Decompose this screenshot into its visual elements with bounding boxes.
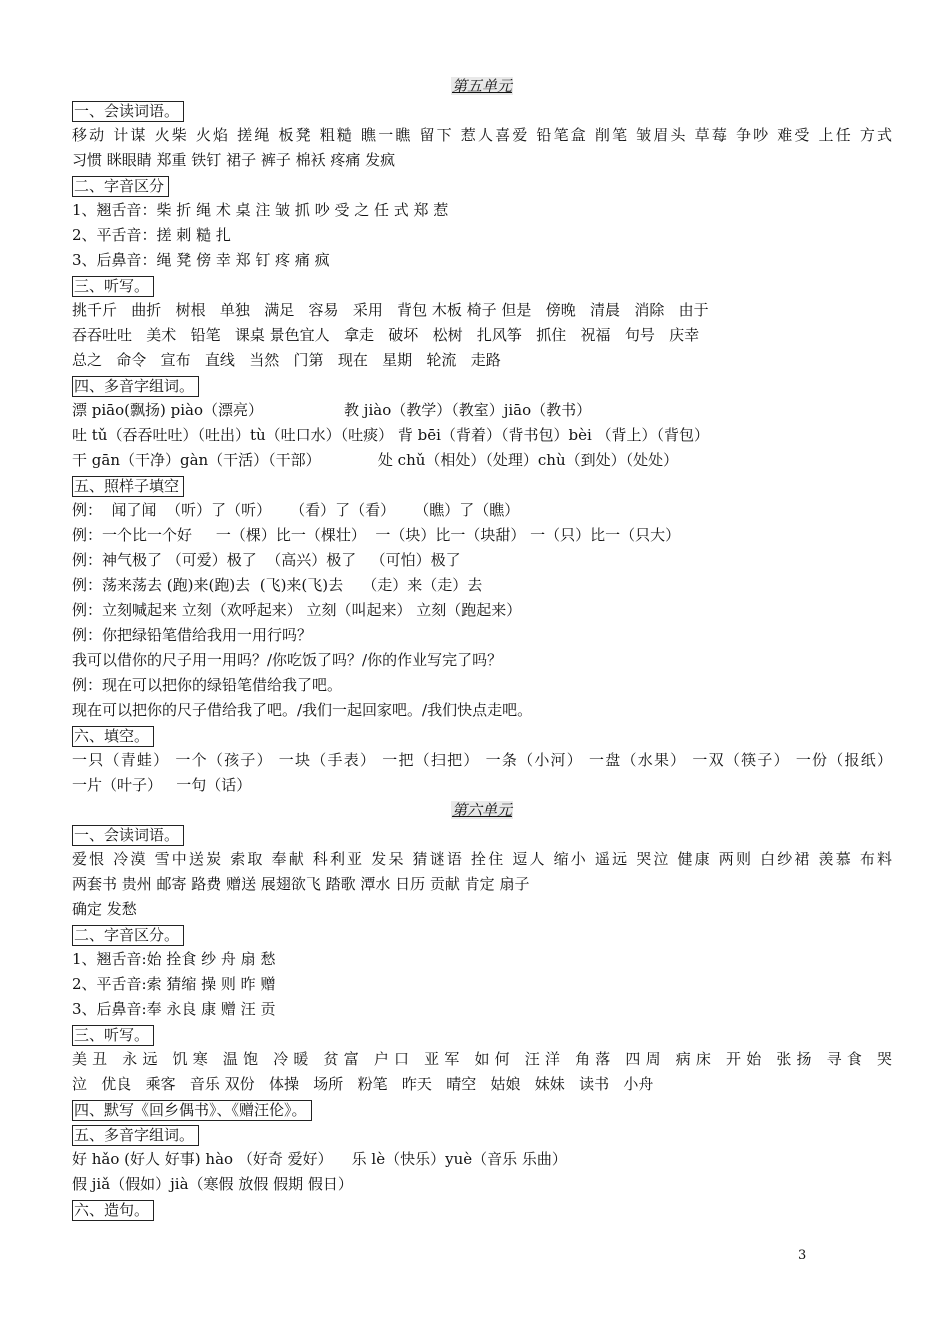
- section-heading: [72, 922, 892, 947]
- text-line: 3、后鼻音:奉 永良 康 赠 汪 贡: [72, 1000, 276, 1018]
- text-line: 现在可以把你的尺子借给我了吧。/我们一起回家吧。/我们快点走吧。: [72, 701, 533, 719]
- section-heading-text: 一、会读词语。: [72, 101, 184, 122]
- unit-title-text: 第五单元: [451, 77, 512, 95]
- text-line: 例：神气极了 （可爱）极了 （高兴）极了 （可怕）极了: [72, 551, 461, 569]
- text-line: 2、平舌音:索 猜缩 操 则 昨 赠: [72, 975, 276, 993]
- section-heading: [72, 1197, 892, 1222]
- text-line: 2、平舌音：搓 刺 糙 扎: [72, 226, 231, 244]
- section-heading-text: 三、听写。: [72, 276, 154, 297]
- text-line: 吞吞吐吐 美术 铅笔 课桌 景色宜人 拿走 破坏 松树 扎风筝 抓住 祝福 句号 庆幸: [72, 326, 700, 344]
- section-heading-text: 四、默写《回乡偶书》、《赠汪伦》。: [72, 1100, 312, 1121]
- text-line: 我可以借你的尺子用一用吗？/你吃饭了吗？/你的作业写完了吗？: [72, 651, 503, 669]
- text-line: 吐 tǔ（吞吞吐吐）（吐出）tù（吐口水）（吐痰） 背 bēi（背着）（背书包）bèi （背上）（背包）: [72, 426, 710, 444]
- section-heading: [72, 1022, 892, 1047]
- section-heading-text: 四、多音字组词。: [72, 376, 199, 397]
- section-heading: [72, 373, 892, 398]
- text-line: 确定 发愁: [72, 900, 137, 918]
- section-heading-text: 三、听写。: [72, 1025, 154, 1046]
- section-heading: [72, 98, 892, 123]
- section-heading: [72, 822, 892, 847]
- section-heading: [72, 1122, 892, 1147]
- section-heading-text: 二、字音区分: [72, 176, 169, 197]
- text-line: 泣 优良 乘客 音乐 双份 体操 场所 粉笔 昨天 晴空 姑娘 妹妹 读书 小舟: [72, 1075, 654, 1093]
- document-page: [72, 74, 892, 1222]
- text-line: 1、翘舌音：柴 折 绳 术 桌 注 皱 抓 吵 受 之 任 式 郑 惹: [72, 201, 449, 219]
- text-line: 挑千斤 曲折 树根 单独 满足 容易 采用 背包 木板 椅子 但是 傍晚 清晨 消除 由于: [72, 301, 709, 319]
- unit-title-text: 第六单元: [451, 801, 512, 819]
- section-heading-text: 五、照样子填空: [72, 476, 184, 497]
- section-heading: [72, 723, 892, 748]
- section-heading-text: 六、造句。: [72, 1200, 154, 1221]
- text-line: 好 hǎo (好人 好事) hào （好奇 爱好） 乐 lè（快乐）yuè（音乐 乐曲）: [72, 1150, 567, 1168]
- text-line: 移动 计谋 火柴 火焰 搓绳 板凳 粗糙 瞧一瞧 留下 惹人喜爱 铅笔盒 削笔 皱眉头 草莓 争吵 难受 上任 方式: [72, 126, 892, 144]
- section-heading-text: 五、多音字组词。: [72, 1125, 199, 1146]
- text-line: 漂 piāo(飘扬) piào（漂亮） 教 jiào（教学）（教室）jiāo（教书）: [72, 401, 592, 419]
- section-heading: [72, 1097, 892, 1122]
- text-line: 1、翘舌音:始 拴食 纱 舟 扇 愁: [72, 950, 276, 968]
- text-line: 两套书 贵州 邮寄 路费 赠送 展翅欲飞 踏歌 潭水 日历 贡献 肯定 扇子: [72, 875, 530, 893]
- section-heading: [72, 173, 892, 198]
- text-line: 例：现在可以把你的绿铅笔借给我了吧。: [72, 676, 343, 694]
- text-line: 例： 闻了闻 （听）了（听） （看）了（看） （瞧）了（瞧）: [72, 501, 520, 519]
- section-heading-text: 六、填空。: [72, 726, 154, 747]
- text-line: 例：一个比一个好 一（棵）比一（棵壮） 一（块）比一（块甜） 一（只）比一（只大）: [72, 526, 681, 544]
- text-line: 一片（叶子） 一句（话）: [72, 776, 252, 794]
- text-line: 3、后鼻音：绳 凳 傍 幸 郑 钉 疼 痛 疯: [72, 251, 330, 269]
- text-line: 习惯 眯眼睛 郑重 铁钉 裙子 裤子 棉袄 疼痛 发疯: [72, 151, 396, 169]
- unit-title: [72, 74, 892, 98]
- text-line: 一只（青蛙） 一个（孩子） 一块（手表） 一把（扫把） 一条（小河） 一盘（水果） 一双（筷子） 一份（报纸）: [72, 751, 892, 769]
- text-line: 假 jiǎ（假如）jià（寒假 放假 假期 假日）: [72, 1175, 353, 1193]
- text-line: 例：荡来荡去 (跑)来(跑)去 (飞)来(飞)去 （走）来（走）去: [72, 576, 483, 594]
- page-number: 3: [798, 1248, 807, 1263]
- text-line: 美丑 永远 饥寒 温饱 冷暖 贫富 户口 亚军 如何 汪洋 角落 四周 病床 开始 张扬 寻食 哭: [72, 1050, 892, 1068]
- section-heading: [72, 473, 892, 498]
- section-heading-text: 一、会读词语。: [72, 825, 184, 846]
- unit-title: [72, 798, 892, 822]
- text-line: 爱恨 冷漠 雪中送炭 索取 奉献 科利亚 发呆 猜谜语 拴住 逗人 缩小 遥远 哭泣 健康 两则 白纱裙 羡慕 布料: [72, 850, 892, 868]
- text-line: 总之 命令 宣布 直线 当然 门第 现在 星期 轮流 走路: [72, 351, 501, 369]
- section-heading: [72, 273, 892, 298]
- section-heading-text: 二、字音区分。: [72, 925, 184, 946]
- text-line: 例：立刻喊起来 立刻（欢呼起来） 立刻（叫起来） 立刻（跑起来）: [72, 601, 522, 619]
- text-line: 干 gān（干净）gàn（干活）（干部） 处 chǔ（相处）（处理）chù（到处）（处处）: [72, 451, 679, 469]
- text-line: 例：你把绿铅笔借给我用一用行吗？: [72, 626, 313, 644]
